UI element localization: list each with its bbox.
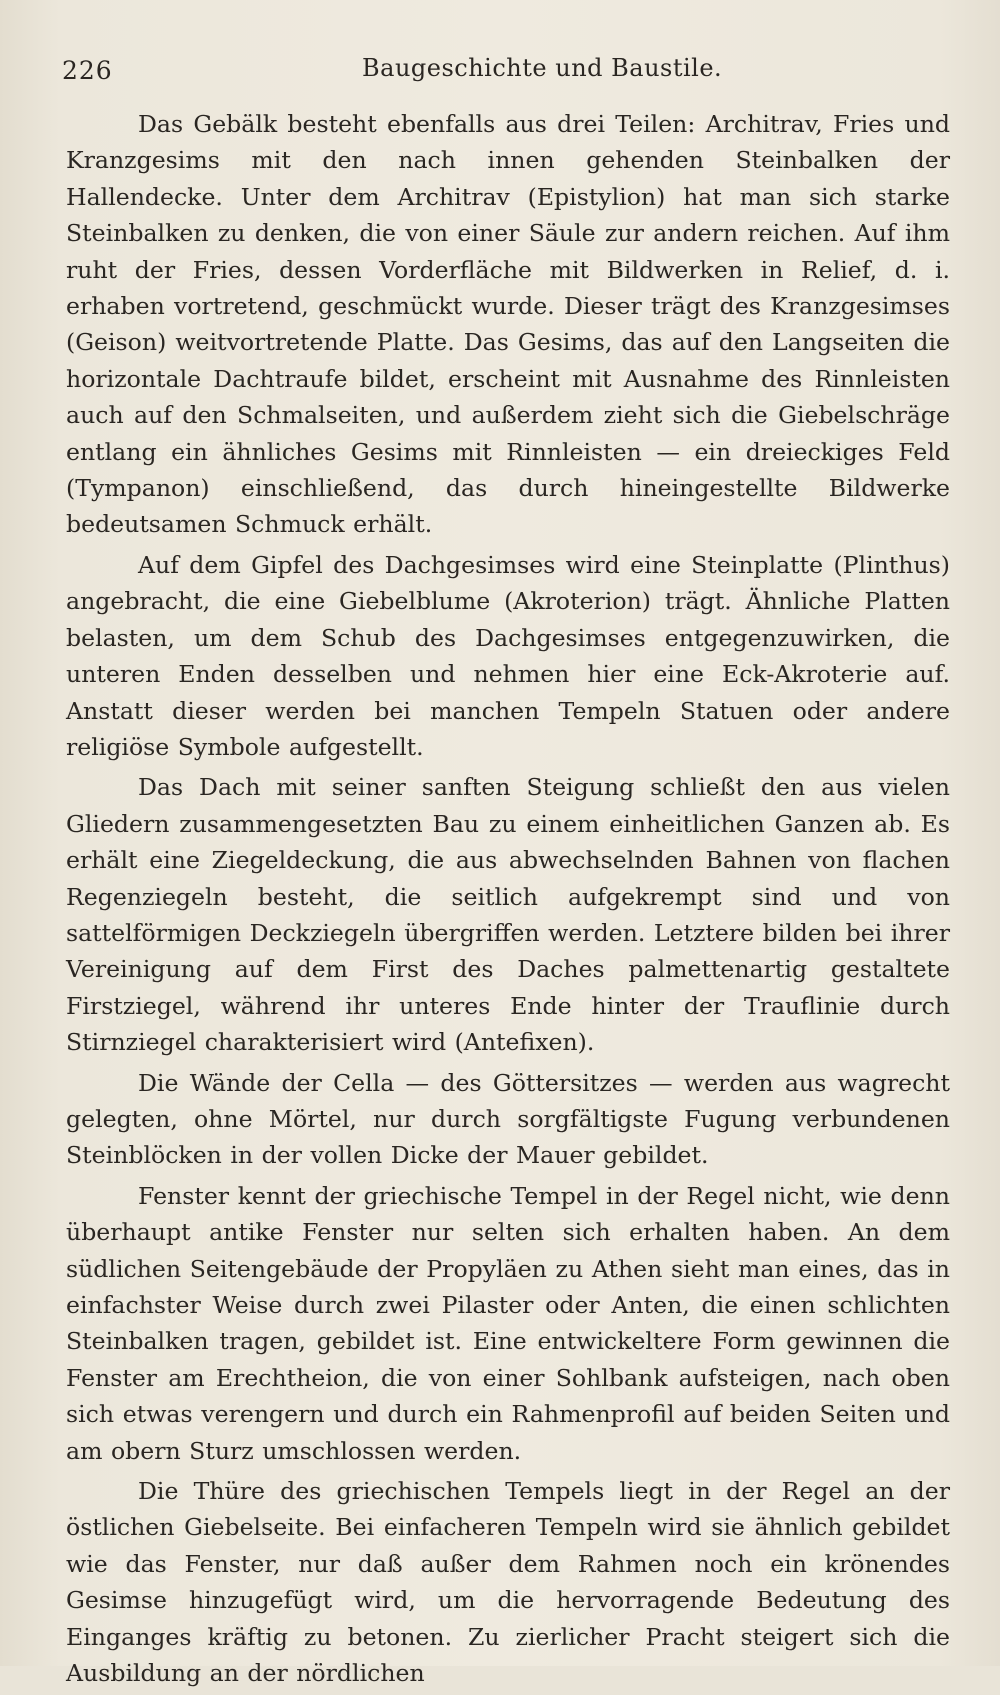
paragraph-akroterion: Auf dem Gipfel des Dachgesimses wird eine Steinplatte (Plinthus) angebracht, die eine Giebelblume (Akroterion) trägt. Ähnliche Platten belasten, um dem Schub des Dachgesimses entgegenzuwirken, die unteren Enden desselben und nehmen hier eine Eck-Akroterie auf. Anstatt dieser werden bei manchen Tempeln Statuen oder andere religiöse Symbole aufgestellt. bbox=[66, 550, 950, 761]
page-header bbox=[62, 48, 948, 88]
paragraph-cella: Die Wände der Cella — des Göttersitzes — werden aus wagrecht gelegten, ohne Mörtel, nur durch sorgfältigste Fugung verbundenen Steinblöcken in der vollen Dicke der Mauer gebildet. bbox=[66, 1068, 950, 1170]
paragraph-fenster: Fenster kennt der griechische Tempel in der Regel nicht, wie denn überhaupt antike Fenster nur selten sich erhalten haben. An dem südlichen Seitengebäude der Propyläen zu Athen sieht man eines, das in einfachster Weise durch zwei Pilaster oder Anten, die einen schlichten Steinbalken tragen, gebildet ist. Eine entwickeltere Form gewinnen die Fenster am Erechtheion, die von einer Sohlbank aufsteigen, nach oben sich etwas verengern und durch ein Rahmenprofil auf beiden Seiten und am obern Sturz umschlossen werden. bbox=[66, 1181, 950, 1465]
paragraph-thuere: Die Thüre des griechischen Tempels liegt in der Regel an der östlichen Giebelseite. Bei einfacheren Tempeln wird sie ähnlich gebildet wie das Fenster, nur daß außer dem Rahmen noch ein krönendes Gesimse hinzugefügt wird, um die hervorragende Bedeutung des Einganges kräftig zu betonen. Zu zierlicher Pracht steigert sich die Ausbildung an der nördlichen bbox=[66, 1477, 950, 1688]
paragraph-gebaelk: Das Gebälk besteht ebenfalls aus drei Teilen: Architrav, Fries und Kranzgesims mit den nach innen gehenden Steinbalken der Hallendecke. Unter dem Architrav (Epistylion) hat man sich starke Steinbalken zu denken, die von einer Säule zur andern reichen. Auf ihm ruht der Fries, dessen Vorderfläche mit Bildwerken in Relief, d. i. erhaben vortretend, geschmückt wurde. Dieser trägt des Kranzgesimses (Geison) weitvortretende Platte. Das Gesims, das auf den Langseiten die horizontale Dachtraufe bildet, erscheint mit Ausnahme des Rinnleisten auch auf den Schmalseiten, und außerdem zieht sich die Giebelschräge entlang ein ähnliches Gesims mit Rinnleisten — ein dreieckiges Feld (Tympanon) einschließend, das durch hineingestellte Bildwerke bedeutsamen Schmuck erhält. bbox=[66, 110, 950, 539]
page-number: 226 bbox=[62, 56, 113, 85]
running-head: Baugeschichte und Baustile. bbox=[362, 54, 723, 82]
paragraph-dach: Das Dach mit seiner sanften Steigung schließt den aus vielen Gliedern zusammengesetzten Bau zu einem einheitlichen Ganzen ab. Es erhält eine Ziegeldeckung, die aus abwechselnden Bahnen von flachen Regenziegeln besteht, die seitlich aufgekrempt sind und von sattelförmigen Deckziegeln übergriffen werden. Letztere bilden bei ihrer Vereinigung auf dem First des Daches palmettenartig gestaltete Firstziegel, während ihr unteres Ende hinter der Trauflinie durch Stirnziegel charakterisiert wird (Antefixen). bbox=[66, 773, 950, 1057]
body-text bbox=[66, 106, 950, 1695]
